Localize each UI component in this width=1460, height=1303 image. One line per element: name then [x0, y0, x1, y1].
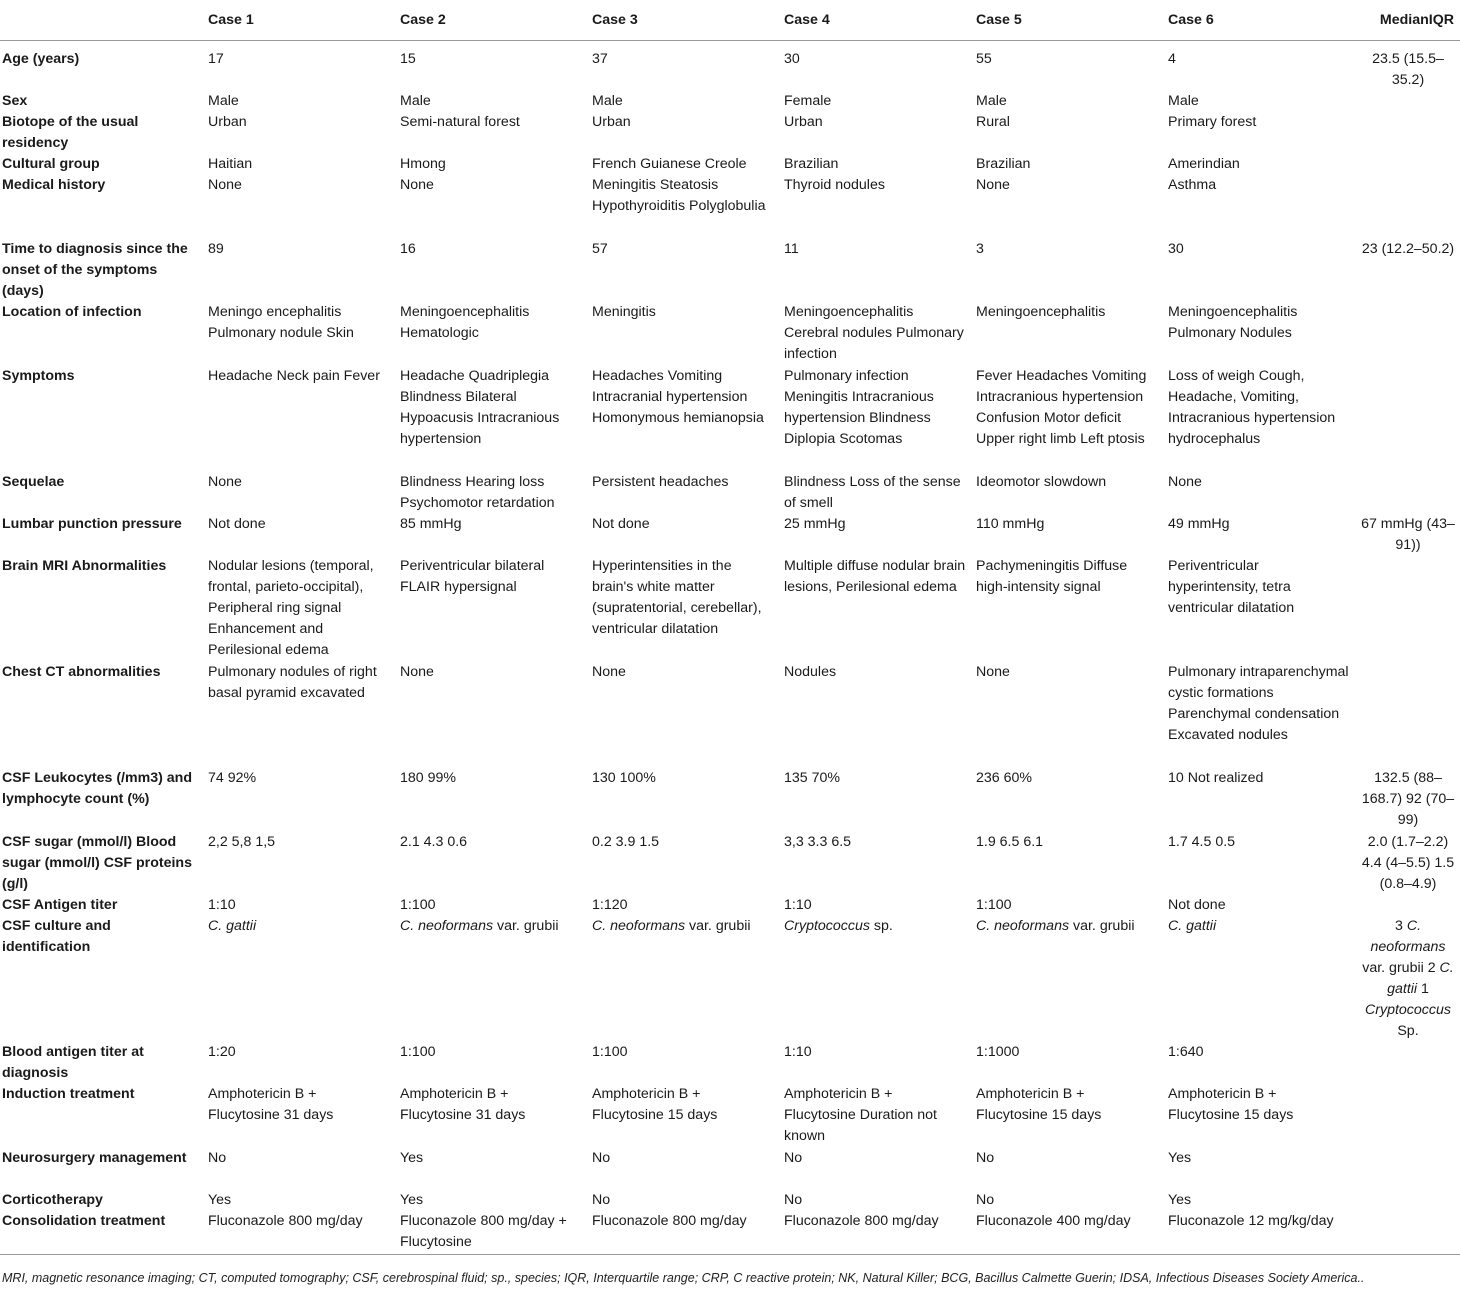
cell-case-4: 1:10: [784, 1044, 812, 1060]
header-case-1: Case 1: [208, 0, 400, 41]
cell-case-5: 3: [976, 241, 984, 257]
row-label: Medical history: [2, 177, 106, 193]
table-header-row: [0, 0, 1460, 41]
cell-case-1: Amphotericin B + Flucytosine 31 days: [208, 1086, 334, 1123]
cell-case-6: Yes: [1168, 1150, 1192, 1166]
row-label: Blood antigen titer at diagnosis: [2, 1044, 144, 1081]
table-body: [0, 41, 1460, 1255]
header-case-5: Case 5: [976, 0, 1168, 41]
cell-case-1: C. gattii: [208, 918, 257, 934]
cell-median-iqr: [1360, 472, 1460, 514]
cell-median-iqr: [1360, 366, 1460, 472]
header-case-4: Case 4: [784, 0, 976, 41]
cell-case-4: Thyroid nodules: [784, 177, 885, 193]
cell-case-5: 1:1000: [976, 1044, 1020, 1060]
cell-median-iqr: [1360, 1190, 1460, 1211]
cell-case-2: 85 mmHg: [400, 516, 462, 532]
cell-case-1: 2,2 5,8 1,5: [208, 834, 276, 850]
cell-case-3: Not done: [592, 516, 650, 532]
row-label: Neurosurgery management: [2, 1150, 187, 1166]
cell-case-2: Meningoencephalitis Hematologic: [400, 304, 530, 341]
table-row: [0, 112, 1460, 154]
cell-case-1: Not done: [208, 516, 266, 532]
cell-median-iqr: [1360, 91, 1460, 112]
table-row: [0, 41, 1460, 92]
row-label: CSF culture and identification: [2, 918, 111, 955]
cell-case-6: 49 mmHg: [1168, 516, 1230, 532]
cell-case-3: Urban: [592, 114, 631, 130]
table-footnote: MRI, magnetic resonance imaging; CT, computed tomography; CSF, cerebrospinal fluid; sp., species; IQR, Interquartile range; CRP, C reactive protein; NK, Natural Killer; BCG, Bacillus Calmette Guerin; IDSA, Infectious Diseases Society America..: [2, 1271, 1365, 1285]
cell-case-3: 1:120: [592, 897, 628, 913]
cell-case-5: Brazilian: [976, 156, 1031, 172]
cell-case-6: 1.7 4.5 0.5: [1168, 834, 1236, 850]
cell-case-1: No: [208, 1150, 227, 1166]
table-row: [0, 916, 1460, 1042]
cell-case-1: Fluconazole 800 mg/day: [208, 1211, 400, 1254]
table-row: [0, 91, 1460, 112]
cell-case-6: 1:640: [1168, 1044, 1204, 1060]
table-row: [0, 662, 1460, 768]
cell-case-3: Meningitis: [592, 304, 656, 320]
table-row: [0, 239, 1460, 302]
cell-median-iqr: [1360, 175, 1460, 239]
cell-case-2: Headache Quadriplegia Blindness Bilateral Hypoacusis Intracranious hypertension: [400, 368, 560, 447]
cell-case-2: 16: [400, 241, 416, 257]
row-label: Biotope of the usual residency: [2, 114, 139, 151]
cell-case-3: 37: [592, 51, 608, 67]
cell-case-6: 30: [1168, 241, 1184, 257]
cell-case-6: Asthma: [1168, 177, 1217, 193]
cell-case-5: 236 60%: [976, 770, 1033, 786]
cell-median-iqr: [1360, 556, 1460, 662]
cell-case-2: Yes: [400, 1150, 424, 1166]
row-label: Corticotherapy: [2, 1192, 103, 1208]
cell-case-2: 180 99%: [400, 770, 457, 786]
row-label: Symptoms: [2, 368, 75, 384]
cell-case-1: 74 92%: [208, 770, 257, 786]
cell-case-1: Haitian: [208, 156, 253, 172]
table-row: [0, 768, 1460, 832]
cell-case-1: Meningo encephalitis Pulmonary nodule Skin: [208, 304, 354, 341]
header-median-iqr: MedianIQR: [1360, 0, 1460, 41]
cell-case-5: Rural: [976, 114, 1010, 130]
cell-case-4: 1:10: [784, 897, 812, 913]
cell-case-5: Amphotericin B + Flucytosine 15 days: [976, 1086, 1102, 1123]
cell-case-5: 1.9 6.5 6.1: [976, 834, 1044, 850]
cell-case-3: 57: [592, 241, 608, 257]
cell-case-5: Fluconazole 400 mg/day: [976, 1211, 1168, 1254]
cell-case-4: No: [784, 1150, 803, 1166]
cell-case-6: Yes: [1168, 1192, 1192, 1208]
table-row: [0, 154, 1460, 175]
cell-case-4: Female: [784, 93, 832, 109]
cell-case-2: None: [400, 177, 434, 193]
cell-case-4: Amphotericin B + Flucytosine Duration not known: [784, 1086, 937, 1144]
cell-case-5: 110 mmHg: [976, 516, 1045, 532]
cell-case-6: Primary forest: [1168, 114, 1257, 130]
cell-case-1: None: [208, 177, 242, 193]
cell-case-1: 89: [208, 241, 224, 257]
header-row-label: [0, 0, 208, 41]
row-label: Age (years): [2, 51, 80, 67]
cell-case-5: None: [976, 177, 1010, 193]
cell-case-3: Amphotericin B + Flucytosine 15 days: [592, 1086, 718, 1123]
table-row: [0, 895, 1460, 916]
cell-case-3: None: [592, 664, 626, 680]
cell-case-4: 11: [784, 241, 799, 257]
cell-median-iqr: 23 (12.2–50.2): [1361, 241, 1455, 257]
cell-case-1: 1:20: [208, 1044, 236, 1060]
cell-case-4: Meningoencephalitis Cerebral nodules Pulmonary infection: [784, 304, 964, 362]
cell-case-2: 2.1 4.3 0.6: [400, 834, 468, 850]
cell-case-6: Loss of weigh Cough, Headache, Vomiting, Intracranious hypertension hydrocephalus: [1168, 368, 1336, 447]
cell-case-4: Nodules: [784, 664, 837, 680]
cell-median-iqr: [1360, 895, 1460, 916]
table-row: [0, 556, 1460, 662]
cell-case-4: Pulmonary infection Meningitis Intracranious hypertension Blindness Diplopia Scotomas: [784, 368, 934, 447]
cell-median-iqr: [1360, 1148, 1460, 1190]
table-row: [0, 366, 1460, 472]
cell-median-iqr: 3 C. neoformans var. grubii 2 C. gattii 1 Cryptococcus Sp.: [1362, 918, 1454, 1039]
row-label: Chest CT abnormalities: [2, 664, 161, 680]
cell-case-5: 1:100: [976, 897, 1012, 913]
cell-case-1: Male: [208, 93, 239, 109]
cell-case-3: 1:100: [592, 1044, 628, 1060]
header-case-2: Case 2: [400, 0, 592, 41]
cell-case-2: 15: [400, 51, 416, 67]
table-row: [0, 1042, 1460, 1084]
cell-case-6: C. gattii: [1168, 918, 1217, 934]
cell-case-3: Hyperintensities in the brain's white matter (supratentorial, cerebellar), ventricular dilatation: [592, 558, 762, 637]
table-row: [0, 302, 1460, 366]
cell-case-4: Multiple diffuse nodular brain lesions, Perilesional edema: [784, 558, 966, 595]
cell-case-2: Yes: [400, 1192, 424, 1208]
cell-case-3: 0.2 3.9 1.5: [592, 834, 660, 850]
table-row: [0, 514, 1460, 556]
cell-case-3: 130 100%: [592, 770, 656, 786]
cell-case-1: Urban: [208, 114, 247, 130]
cell-median-iqr: 132.5 (88–168.7) 92 (70–99): [1361, 770, 1455, 828]
cell-median-iqr: [1360, 154, 1460, 175]
cell-case-1: None: [208, 474, 242, 490]
cell-case-6: Periventricular hyperintensity, tetra ventricular dilatation: [1168, 558, 1295, 616]
cell-case-4: No: [784, 1192, 803, 1208]
cell-case-3: No: [592, 1192, 611, 1208]
cell-case-3: No: [592, 1150, 611, 1166]
cell-case-5: No: [976, 1192, 995, 1208]
cell-case-5: None: [976, 664, 1010, 680]
cell-median-iqr: [1360, 1042, 1460, 1084]
row-label: CSF Antigen titer: [2, 897, 118, 913]
cell-case-4: 30: [784, 51, 800, 67]
row-label: Brain MRI Abnormalities: [2, 558, 167, 574]
cell-median-iqr: [1360, 302, 1460, 366]
cell-case-5: Ideomotor slowdown: [976, 474, 1107, 490]
cell-case-6: Amerindian: [1168, 156, 1240, 172]
cell-case-2: Amphotericin B + Flucytosine 31 days: [400, 1086, 526, 1123]
row-label: CSF Leukocytes (/mm3) and lymphocyte count (%): [2, 770, 193, 807]
cell-case-2: None: [400, 664, 434, 680]
cell-median-iqr: [1360, 662, 1460, 768]
cell-case-6: Not done: [1168, 897, 1226, 913]
cell-case-4: Cryptococcus sp.: [784, 918, 893, 934]
cell-case-5: Fever Headaches Vomiting Intracranious hypertension Confusion Motor deficit Upper right limb Left ptosis: [976, 368, 1147, 447]
cell-case-4: Blindness Loss of the sense of smell: [784, 474, 961, 511]
cell-case-2: Semi-natural forest: [400, 114, 520, 130]
cell-case-4: Urban: [784, 114, 823, 130]
cell-case-2: Fluconazole 800 mg/day + Flucytosine: [400, 1211, 592, 1254]
cell-case-1: Yes: [208, 1192, 232, 1208]
header-case-3: Case 3: [592, 0, 784, 41]
cell-case-6: Pulmonary intraparenchymal cystic formations Parenchymal condensation Excavated nodules: [1168, 664, 1349, 743]
row-label: Lumbar punction pressure: [2, 516, 182, 532]
row-label: Sequelae: [2, 474, 65, 490]
cell-case-5: Pachymeningitis Diffuse high-intensity signal: [976, 558, 1128, 595]
cell-case-3: Male: [592, 93, 623, 109]
cell-case-6: Fluconazole 12 mg/kg/day: [1168, 1211, 1360, 1254]
cell-case-2: Male: [400, 93, 431, 109]
row-label: Cultural group: [2, 156, 100, 172]
cell-case-6: Meningoencephalitis Pulmonary Nodules: [1168, 304, 1298, 341]
cell-case-5: Male: [976, 93, 1007, 109]
table-row: [0, 1190, 1460, 1211]
row-label: CSF sugar (mmol/l) Blood sugar (mmol/l) CSF proteins (g/l): [2, 834, 192, 892]
cell-case-2: Blindness Hearing loss Psychomotor retardation: [400, 474, 555, 511]
table-row: [0, 1084, 1460, 1148]
cell-case-1: 17: [208, 51, 224, 67]
cell-case-3: Headaches Vomiting Intracranial hypertension Homonymous hemianopsia: [592, 368, 764, 426]
cell-case-6: None: [1168, 474, 1202, 490]
cell-case-2: Periventricular bilateral FLAIR hypersignal: [400, 558, 545, 595]
cell-case-3: Fluconazole 800 mg/day: [592, 1211, 784, 1254]
cell-case-4: Brazilian: [784, 156, 839, 172]
table-row: [0, 472, 1460, 514]
cell-case-1: Headache Neck pain Fever: [208, 368, 380, 384]
table-row: [0, 175, 1460, 239]
cell-median-iqr: [1360, 1084, 1460, 1148]
cell-case-2: C. neoformans var. grubii: [400, 918, 559, 934]
cell-case-1: Nodular lesions (temporal, frontal, parieto-occipital), Peripheral ring signal Enhancement and Perilesional edema: [208, 558, 374, 658]
cell-case-3: Meningitis Steatosis Hypothyroiditis Polyglobulia: [592, 177, 766, 214]
cell-case-2: 1:100: [400, 897, 436, 913]
cell-median-iqr: 67 mmHg (43–91)): [1361, 516, 1455, 553]
cell-case-4: Fluconazole 800 mg/day: [784, 1211, 976, 1254]
table-row: [0, 1211, 1460, 1254]
cell-case-5: 55: [976, 51, 992, 67]
cell-case-3: Persistent headaches: [592, 474, 729, 490]
cell-case-5: Meningoencephalitis: [976, 304, 1106, 320]
cell-case-3: C. neoformans var. grubii: [592, 918, 751, 934]
row-label: Consolidation treatment: [0, 1211, 208, 1254]
cell-median-iqr: 23.5 (15.5–35.2): [1372, 51, 1444, 88]
cell-case-4: 3,3 3.3 6.5: [784, 834, 852, 850]
cell-case-1: 1:10: [208, 897, 236, 913]
row-label: Induction treatment: [2, 1086, 135, 1102]
cell-case-4: 135 70%: [784, 770, 841, 786]
cell-case-4: 25 mmHg: [784, 516, 846, 532]
cell-case-3: French Guianese Creole: [592, 156, 747, 172]
cell-median-iqr: [1360, 112, 1460, 154]
cell-case-2: Hmong: [400, 156, 446, 172]
cell-case-5: No: [976, 1150, 995, 1166]
cell-case-5: C. neoformans var. grubii: [976, 918, 1135, 934]
row-label: Sex: [2, 93, 28, 109]
cell-case-6: Amphotericin B + Flucytosine 15 days: [1168, 1086, 1294, 1123]
cell-case-2: 1:100: [400, 1044, 436, 1060]
row-label: Location of infection: [2, 304, 142, 320]
cell-case-6: 4: [1168, 51, 1176, 67]
header-case-6: Case 6: [1168, 0, 1360, 41]
cell-median-iqr: [1360, 1211, 1460, 1254]
cell-case-6: Male: [1168, 93, 1199, 109]
table-row: [0, 1148, 1460, 1190]
row-label: Time to diagnosis since the onset of the symptoms (days): [2, 241, 188, 299]
cell-case-6: 10 Not realized: [1168, 770, 1264, 786]
cell-median-iqr: 2.0 (1.7–2.2) 4.4 (4–5.5) 1.5 (0.8–4.9): [1361, 834, 1455, 892]
table-row: [0, 832, 1460, 895]
cell-case-1: Pulmonary nodules of right basal pyramid excavated: [208, 664, 377, 701]
